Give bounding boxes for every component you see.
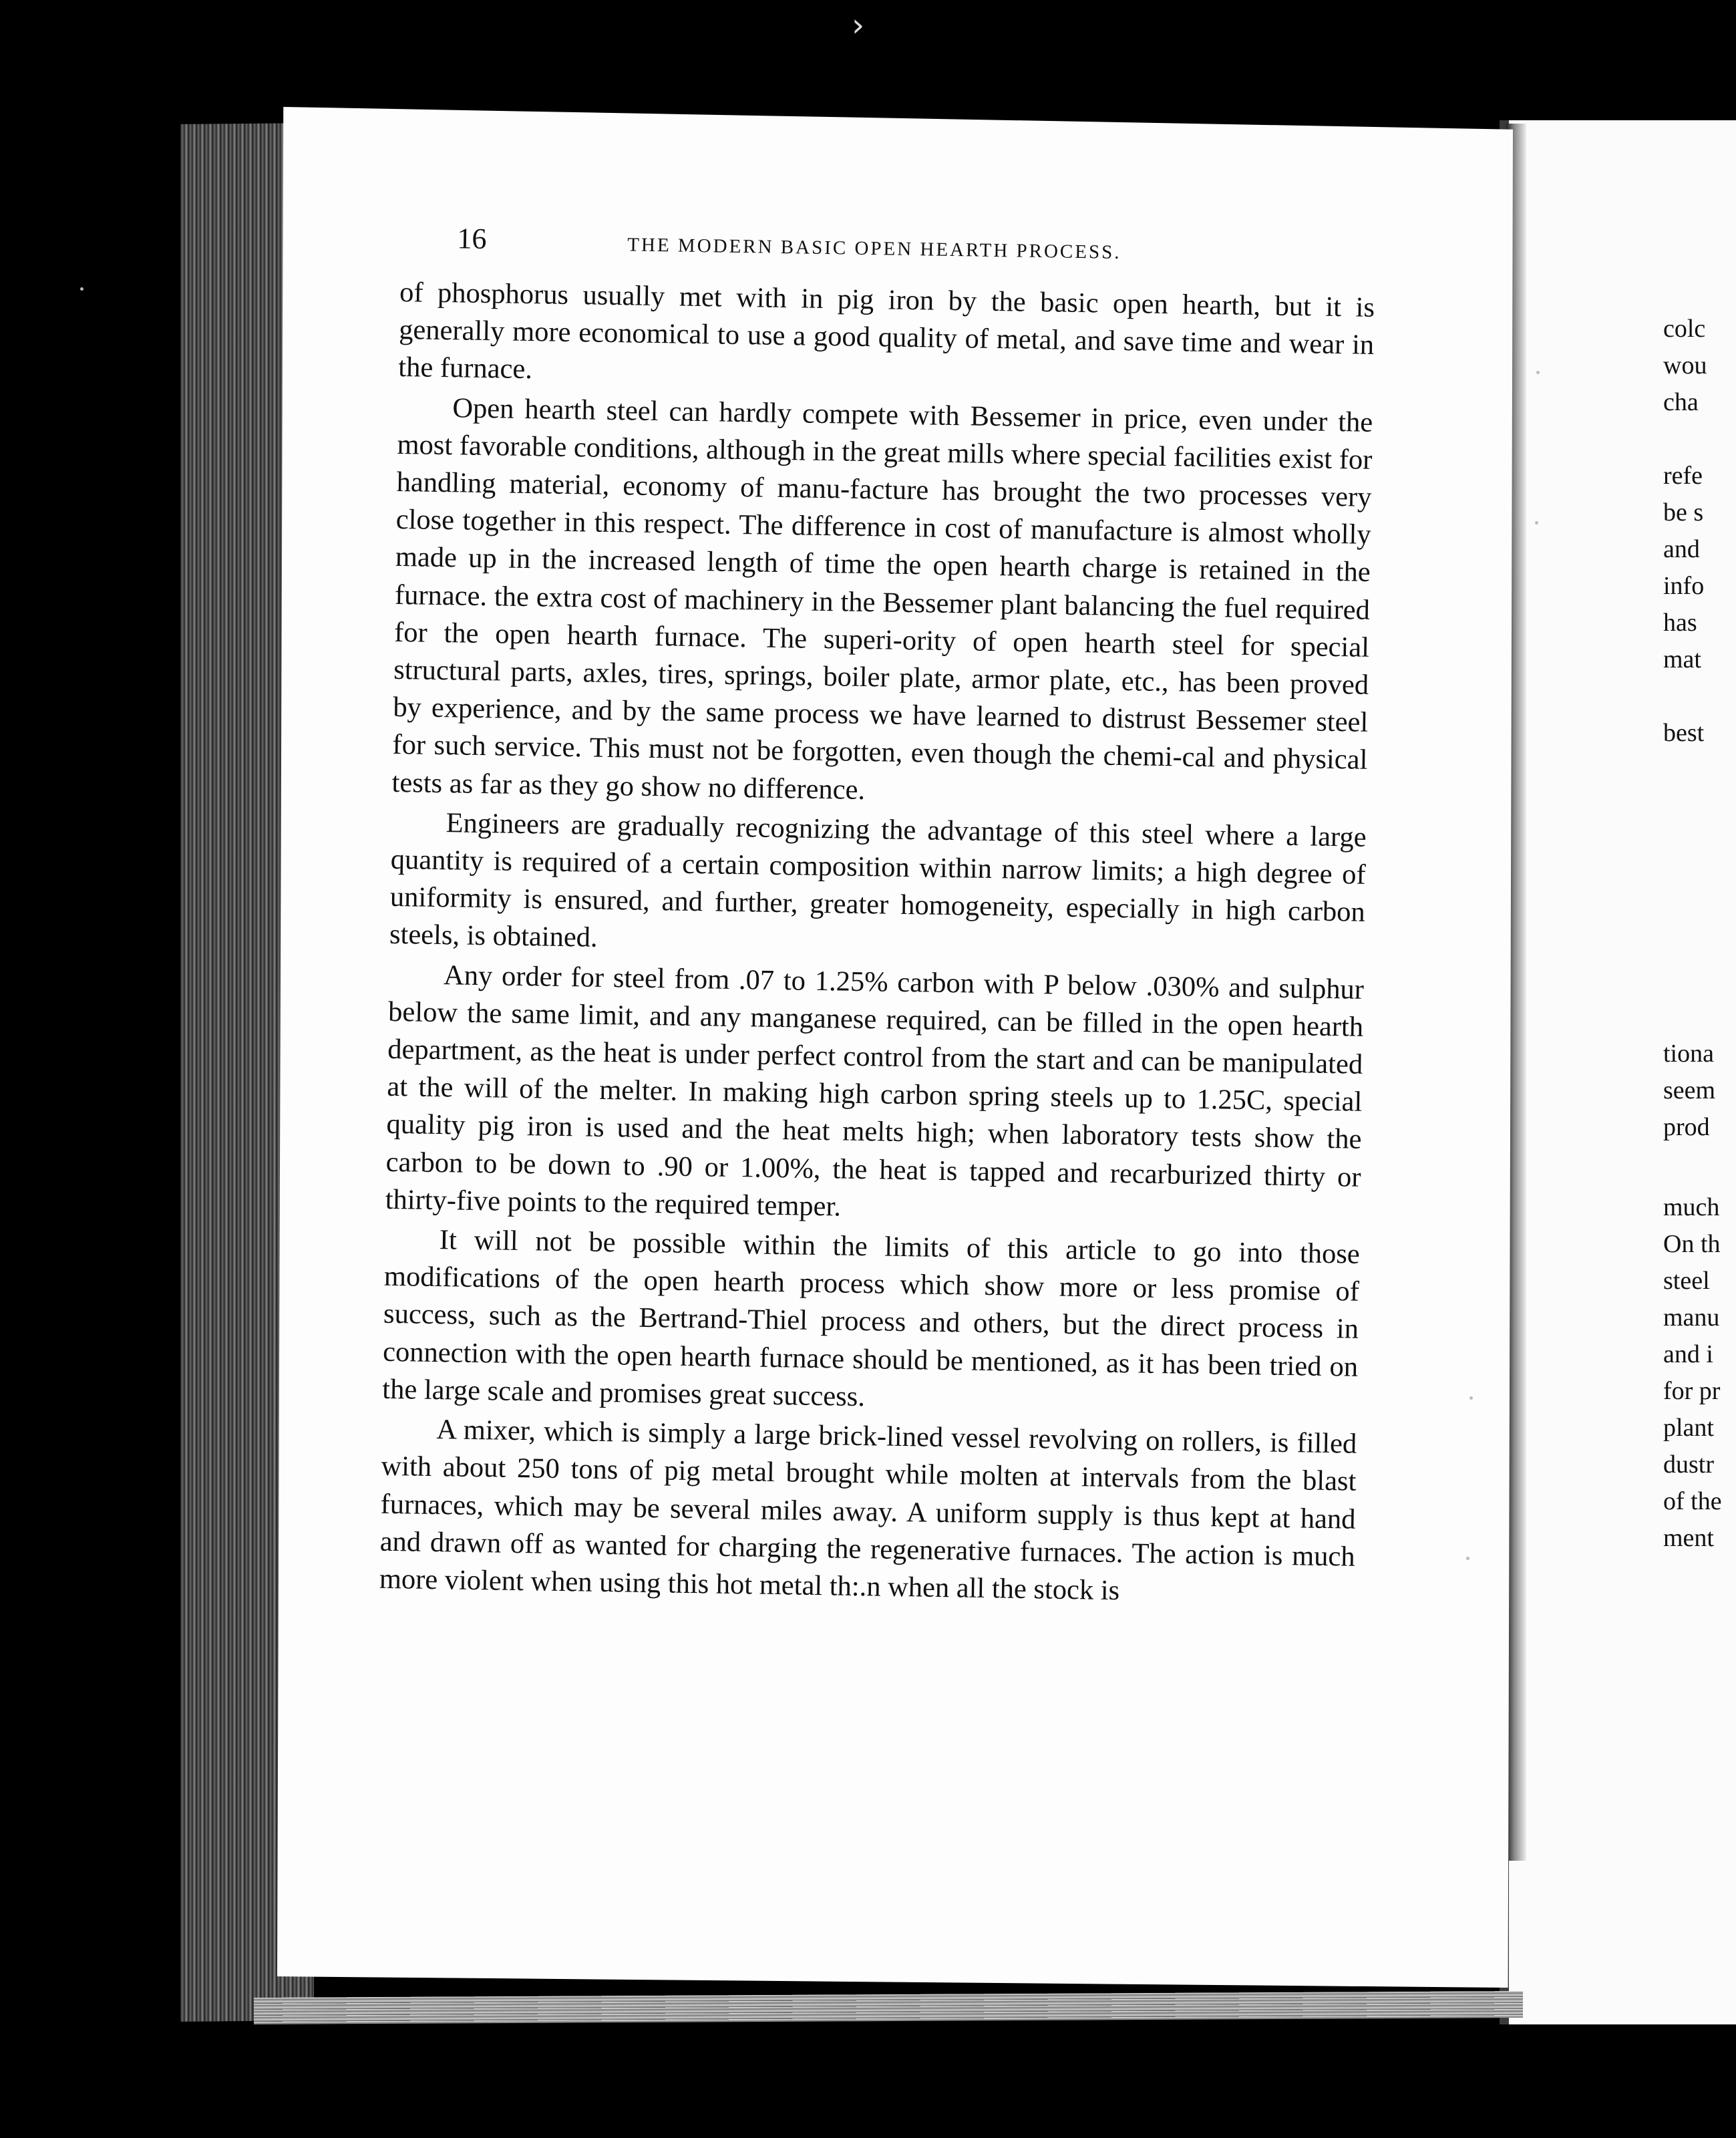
right-page-fragment: steel [1663,1267,1710,1295]
bottom-page-edges [254,1991,1523,2024]
right-page-fragment: be s [1663,498,1704,526]
right-facing-page [1500,120,1736,2024]
right-page-fragment: wou [1663,351,1707,379]
paragraph: Open hearth steel can hardly compete with Bessemer in price, even under the most favorable conditions, although in the great mills where special facilities exist for handling material, economy of manu-facture has brought the two processes very close together in this respect. The difference in cost of manufacture is almost wholly made up in the increased length of time the open hearth charge is retained in the furnace. the extra cost of machinery in the Bessemer plant balancing the fuel required for the open hearth furnace. The superi-ority of open hearth steel for special structural parts, axles, tires, springs, boiler plate, armor plate, etc., has been proved by experience, and by the same process we have learned to distrust Bessemer steel for such service. This must not be forgotten, even though the chemi-cal and physical tests as far as they go show no difference. [391,392,1373,806]
right-page-fragment: seem [1663,1076,1716,1104]
right-page-fragment: dustr [1663,1450,1714,1479]
right-page-fragment: manu [1663,1304,1720,1332]
paragraph: Any order for steel from .07 to 1.25% carbon with P below .030% and sulphur below the same limit, and any manganese required, can be filled in the open hearth department, as the heat is under perfect control from the start and can be manipulated at the will of the melter. In making high carbon spring steels up to 1.25C, special quality pig iron is used and the heat melts high; when laboratory tests show the carbon to be down to .90 or 1.00%, the heat is tapped and recarburized thirty or thirty-five points to the required temper. [385,959,1365,1223]
dust-speck [1536,371,1540,374]
right-page-fragment: colc [1663,315,1706,343]
right-page-fragment: tiona [1663,1040,1714,1068]
right-page-fragment: cha [1663,388,1699,416]
page-number: 16 [457,222,487,256]
right-page-fragment: for pr [1663,1377,1721,1405]
paragraph: A mixer, which is simply a large brick-lined vessel revolving on rollers, is filled with about 250 tons of pig metal brought while molten at intervals from the blast furnaces, which may be several miles away. A uniform supply is thus kept at hand and drawn off as wanted for charging the regenerative furnaces. The action is much more violent when using this hot metal th:.n when all the stock is [379,1414,1357,1607]
right-page-fragment: prod [1663,1113,1710,1141]
right-page-fragment: best [1663,719,1705,747]
right-page-fragment: mat [1663,645,1701,673]
right-page-fragment: much [1663,1193,1720,1221]
page-text [379,214,1375,1616]
right-page-fragment: info [1663,572,1705,600]
right-page-fragment: and [1663,535,1700,563]
dust-speck [1535,521,1538,524]
dust-speck [80,287,83,291]
right-page-fragment: refe [1663,462,1703,490]
paragraph: It will not be possible within the limits of this article to go into those modifications of the open hearth process which show more or less promise of success, such as the Bertrand-Thiel process and others, but the direct process in connection with the open hearth furnace should be mentioned, as it has been tried on the large scale and promises great success. [381,1224,1361,1413]
right-page-fragment: plant [1663,1414,1714,1442]
right-page-fragment: and i [1663,1340,1713,1368]
right-page-fragment: ment [1663,1524,1714,1552]
paragraph: of phosphorus usually met with in pig iron by the basic open hearth, but it is generally more economical to use a good quality of metal, and save time and wear in the furnace. [398,276,1375,386]
right-page-fragment: On th [1663,1230,1721,1258]
running-title: THE MODERN BASIC OPEN HEARTH PROCESS. [627,234,1121,263]
paragraph: Engineers are gradually recognizing the advantage of this steel where a large quantity is required of a certain composition within narrow limits; a high degree of uniformity is ensured, and further, greater homogeneity, especially in high carbon steels, is obtained. [389,807,1367,954]
top-scan-mark: › [852,7,865,44]
right-page-fragment: has [1663,609,1697,637]
right-page-fragment: of the [1663,1487,1722,1515]
dust-speck [1466,1557,1469,1560]
dust-speck [1469,1396,1473,1400]
